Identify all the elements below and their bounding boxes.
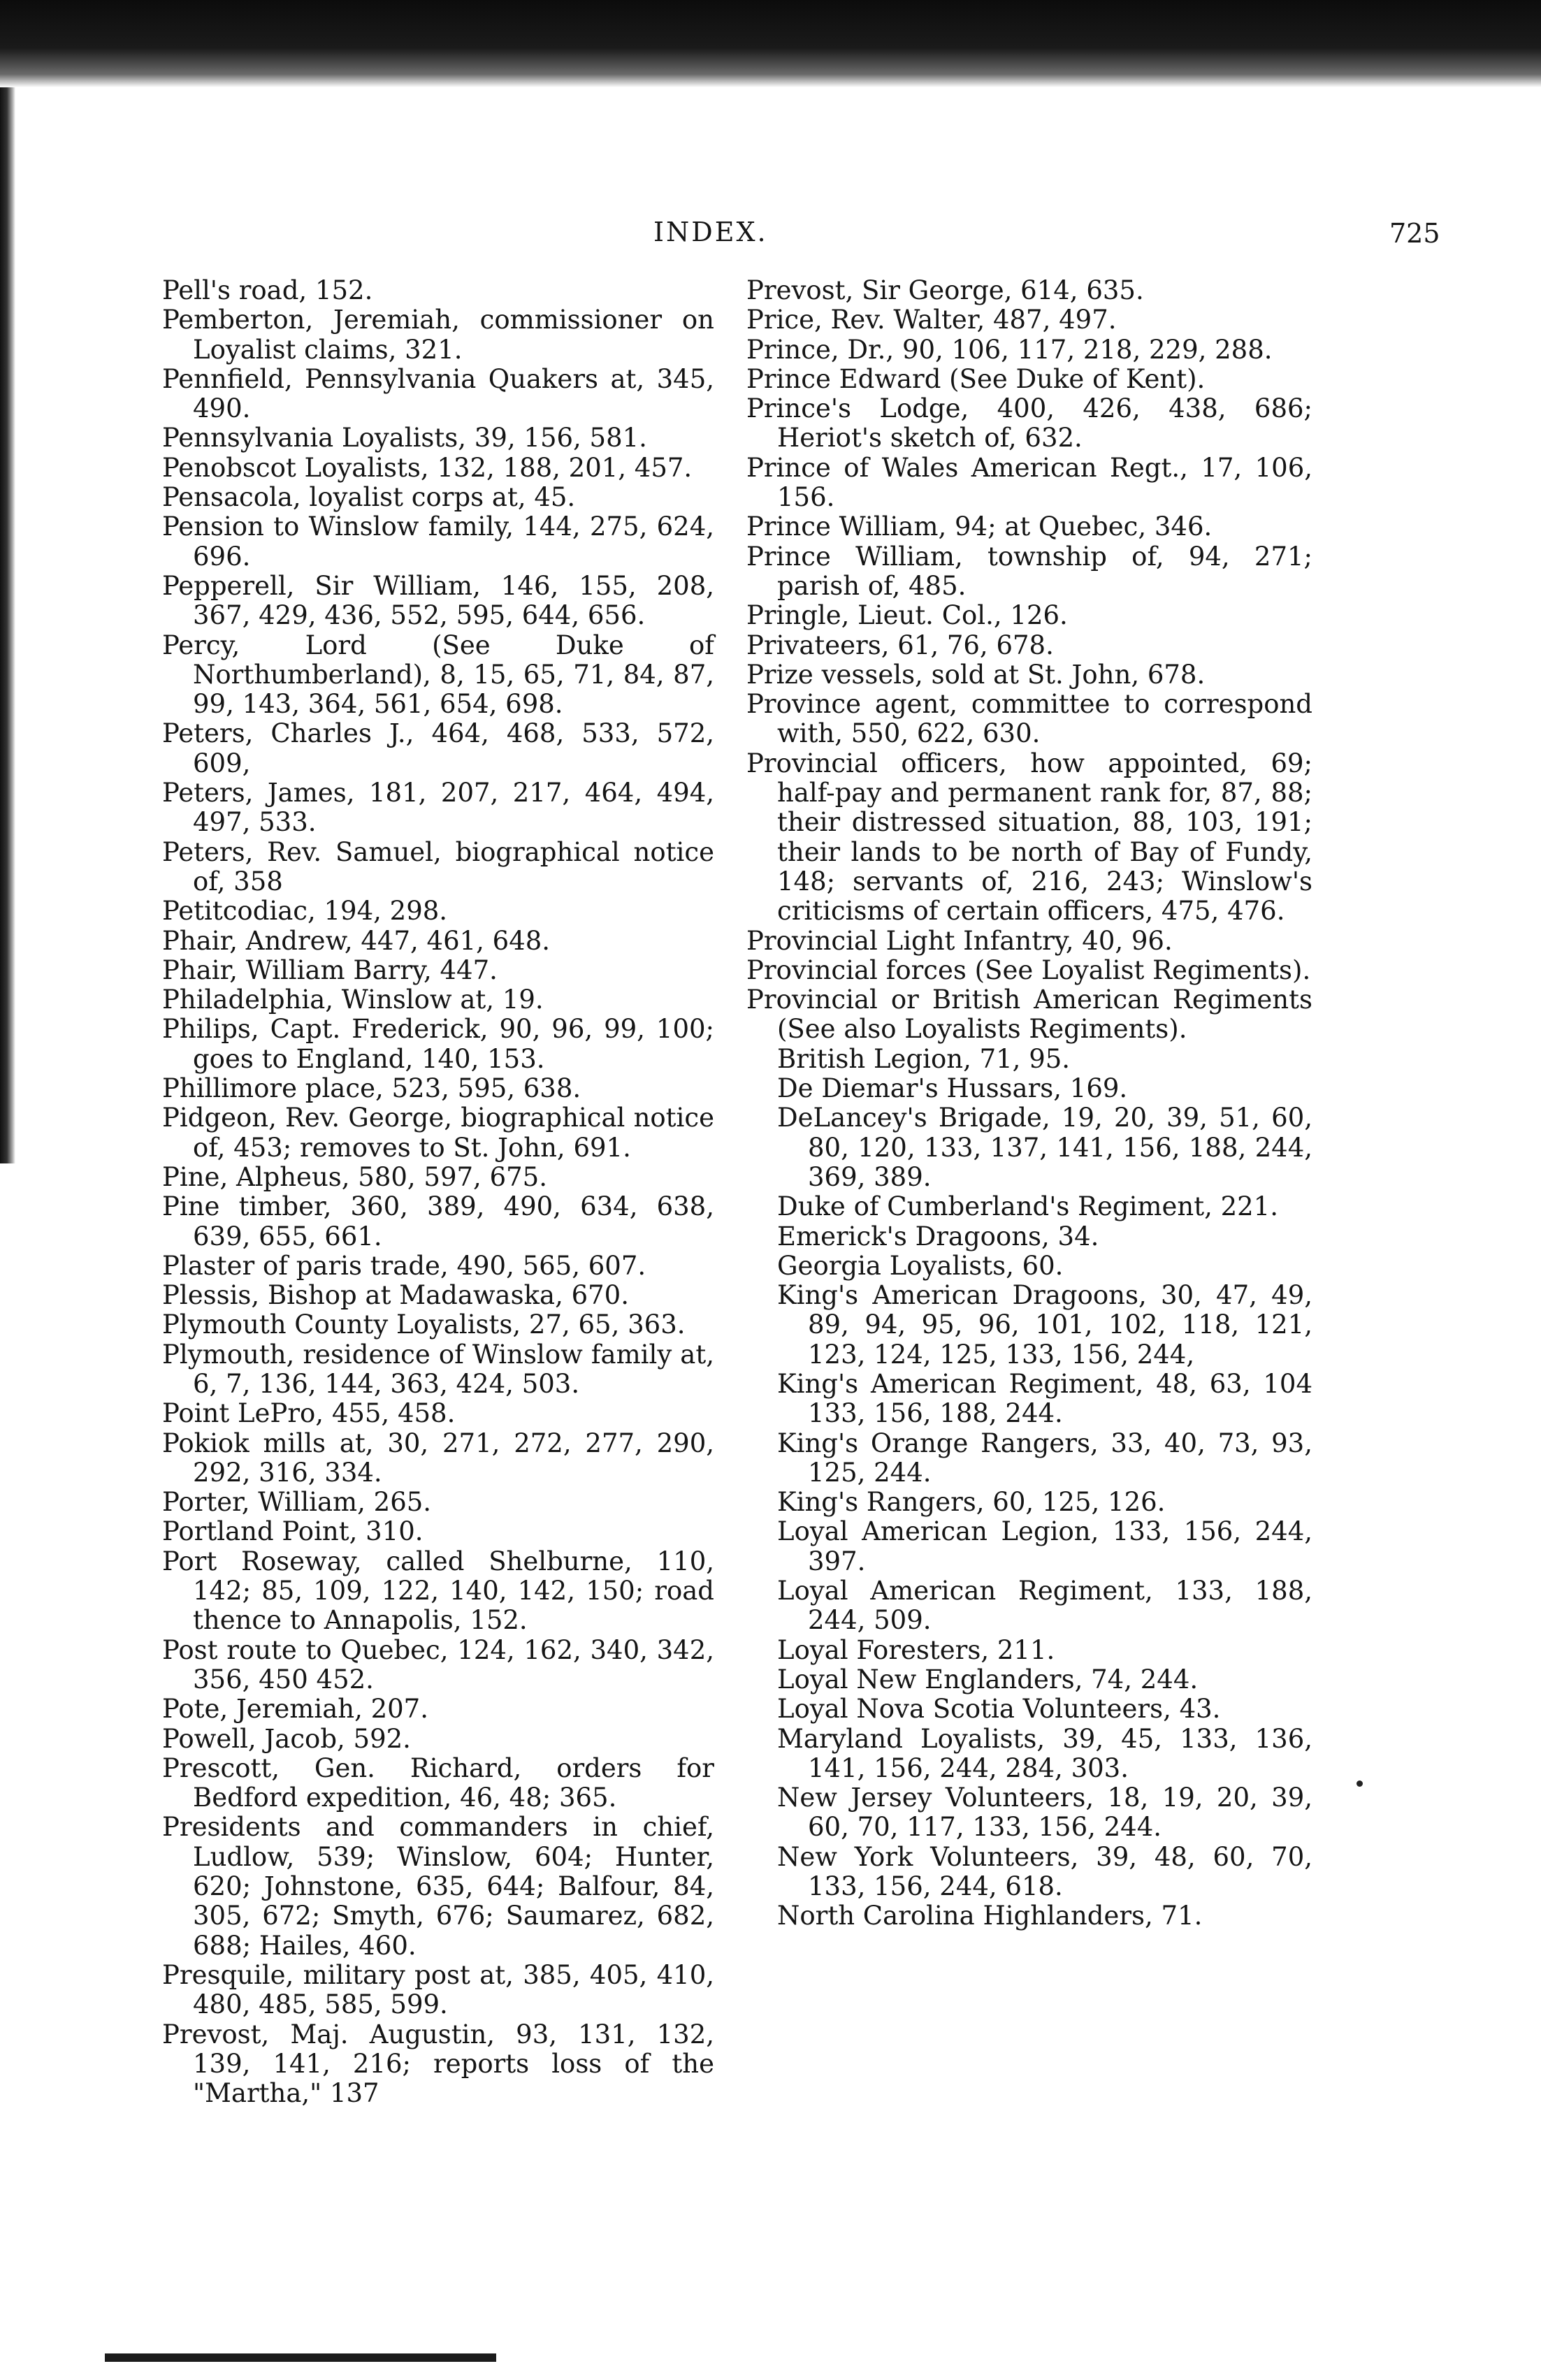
stray-ink-dot <box>1356 1780 1363 1787</box>
index-entry: Peters, Rev. Samuel, biographical notice of, 358 <box>162 836 714 897</box>
index-entry: Pote, Jeremiah, 207. <box>162 1694 428 1725</box>
index-entry: Phillimore place, 523, 595, 638. <box>162 1073 581 1104</box>
index-entry: Penobscot Loyalists, 132, 188, 201, 457. <box>162 452 693 483</box>
index-entry: Prince's Lodge, 400, 426, 438, 686; Heriot's sketch of, 632. <box>746 393 1312 453</box>
index-entry: Prescott, Gen. Richard, orders for Bedford expedition, 46, 48; 365. <box>162 1753 714 1813</box>
index-entry: Pokiok mills at, 30, 271, 272, 277, 290, 292, 316, 334. <box>162 1428 714 1488</box>
index-entry: Phair, William Barry, 447. <box>162 955 498 985</box>
index-entry: Price, Rev. Walter, 487, 497. <box>746 305 1117 335</box>
index-entry: Prize vessels, sold at St. John, 678. <box>746 659 1206 690</box>
index-entry: Pemberton, Jeremiah, commissioner on Loyalist claims, 321. <box>162 305 714 365</box>
index-entry: Porter, William, 265. <box>162 1487 432 1518</box>
scan-top-edge <box>0 0 1541 87</box>
index-entry: Peters, James, 181, 207, 217, 464, 494, 497, 533. <box>162 778 714 838</box>
index-entry: Pell's road, 152. <box>162 275 373 305</box>
index-subentry: King's American Dragoons, 30, 47, 49, 89, 94, 95, 96, 101, 102, 118, 121, 123, 124, 125, 133, 156, 244, <box>777 1280 1312 1370</box>
index-entry: Prevost, Sir George, 614, 635. <box>746 275 1144 305</box>
index-entry: Peters, Charles J., 464, 468, 533, 572, 609, <box>162 718 714 778</box>
index-entry: Privateers, 61, 76, 678. <box>746 630 1054 660</box>
index-entry: Philadelphia, Winslow at, 19. <box>162 985 544 1015</box>
index-subentry: North Carolina Highlanders, 71. <box>777 1901 1203 1931</box>
index-entry: Post route to Quebec, 124, 162, 340, 342, 356, 450 452. <box>162 1634 714 1695</box>
index-entry: Point LePro, 455, 458. <box>162 1398 456 1429</box>
index-subentry: Georgia Loyalists, 60. <box>777 1250 1064 1281</box>
index-entry: Provincial officers, how appointed, 69; half-pay and permanent rank for, 87, 88; their distressed situation, 88, 103, 191; their lands to be north of Bay of Fundy, 148; servants of, 216, 243; Winslow's criticisms of certain officers, 475, 476. <box>746 748 1312 927</box>
index-entry: Petitcodiac, 194, 298. <box>162 896 448 927</box>
index-entry: Plessis, Bishop at Madawaska, 670. <box>162 1280 629 1311</box>
index-column-left <box>162 276 714 2108</box>
index-subentry: Maryland Loyalists, 39, 45, 133, 136, 141, 156, 244, 284, 303. <box>777 1723 1312 1783</box>
index-entry: Pringle, Lieut. Col., 126. <box>746 600 1068 631</box>
index-entry: Phair, Andrew, 447, 461, 648. <box>162 925 551 956</box>
index-entry: Plymouth County Loyalists, 27, 65, 363. <box>162 1309 686 1340</box>
index-subentry: King's Rangers, 60, 125, 126. <box>777 1487 1166 1518</box>
index-subentry: De Diemar's Hussars, 169. <box>777 1073 1128 1104</box>
index-subentry: DeLancey's Brigade, 19, 20, 39, 51, 60, 80, 120, 133, 137, 141, 156, 188, 244, 369, 389. <box>777 1103 1312 1192</box>
index-entry: Percy, Lord (See Duke of Northumberland), 8, 15, 65, 71, 84, 87, 99, 143, 364, 561, 654, 698. <box>162 630 714 720</box>
scan-left-edge <box>0 87 15 1163</box>
index-entry: Portland Point, 310. <box>162 1516 424 1547</box>
index-entry: Presquile, military post at, 385, 405, 410, 480, 485, 585, 599. <box>162 1959 714 2020</box>
index-subentry: Loyal American Regiment, 133, 188, 244, 509. <box>777 1576 1312 1636</box>
index-entry: Province agent, committee to correspond with, 550, 622, 630. <box>746 689 1312 749</box>
index-entry: Prince William, township of, 94, 271; parish of, 485. <box>746 541 1312 601</box>
scan-bottom-bar <box>105 2353 496 2362</box>
index-entry: Powell, Jacob, 592. <box>162 1723 411 1754</box>
index-entry: Presidents and commanders in chief, Ludlow, 539; Winslow, 604; Hunter, 620; Johnstone, 635, 644; Balfour, 84, 305, 672; Smyth, 676; Saumarez, 682, 688; Hailes, 460. <box>162 1812 714 1961</box>
index-entry: Pine, Alpheus, 580, 597, 675. <box>162 1161 547 1192</box>
index-subentry: New Jersey Volunteers, 18, 19, 20, 39, 60, 70, 117, 133, 156, 244. <box>777 1783 1312 1843</box>
index-entry: Prince William, 94; at Quebec, 346. <box>746 511 1213 542</box>
index-entry: Pine timber, 360, 389, 490, 634, 638, 639, 655, 661. <box>162 1191 714 1251</box>
index-subentry: Loyal American Legion, 133, 156, 244, 397. <box>777 1516 1312 1576</box>
index-subentry: Loyal Foresters, 211. <box>777 1634 1055 1665</box>
index-entry: Prince of Wales American Regt., 17, 106, 156. <box>746 452 1312 513</box>
index-entry: Plymouth, residence of Winslow family at, 6, 7, 136, 144, 363, 424, 503. <box>162 1339 714 1399</box>
index-entry: Pension to Winslow family, 144, 275, 624, 696. <box>162 511 714 572</box>
page-title: INDEX. <box>653 217 768 247</box>
index-entry: Prince, Dr., 90, 106, 117, 218, 229, 288. <box>746 334 1273 365</box>
index-entry: Philips, Capt. Frederick, 90, 96, 99, 100; goes to England, 140, 153. <box>162 1014 714 1074</box>
index-entry: Prevost, Maj. Augustin, 93, 131, 132, 139, 141, 216; reports loss of the "Martha," 137 <box>162 2019 714 2109</box>
index-subentry: British Legion, 71, 95. <box>777 1043 1071 1074</box>
index-subentry: King's American Regiment, 48, 63, 104 133, 156, 188, 244. <box>777 1368 1312 1429</box>
index-entry: Pennsylvania Loyalists, 39, 156, 581. <box>162 423 647 453</box>
index-entry: Pepperell, Sir William, 146, 155, 208, 367, 429, 436, 552, 595, 644, 656. <box>162 570 714 631</box>
index-entry: Prince Edward (See Duke of Kent). <box>746 363 1206 394</box>
page-number: 725 <box>1389 218 1440 249</box>
index-subentry: Emerick's Dragoons, 34. <box>777 1221 1099 1251</box>
index-entry: Provincial Light Infantry, 40, 96. <box>746 925 1173 956</box>
index-entry: Pensacola, loyalist corps at, 45. <box>162 482 576 513</box>
index-subentry: King's Orange Rangers, 33, 40, 73, 93, 125, 244. <box>777 1428 1312 1488</box>
index-entry: Provincial forces (See Loyalist Regiments). <box>746 955 1311 985</box>
index-entry: Port Roseway, called Shelburne, 110, 142; 85, 109, 122, 140, 142, 150; road thence to Annapolis, 152. <box>162 1546 714 1636</box>
index-subentry: Duke of Cumberland's Regiment, 221. <box>777 1191 1278 1222</box>
index-entry: Pidgeon, Rev. George, biographical notice of, 453; removes to St. John, 691. <box>162 1103 714 1163</box>
index-subentry: Loyal Nova Scotia Volunteers, 43. <box>777 1694 1221 1725</box>
index-entry: Plaster of paris trade, 490, 565, 607. <box>162 1250 646 1281</box>
index-entry: Pennfield, Pennsylvania Quakers at, 345, 490. <box>162 363 714 424</box>
index-column-right <box>746 276 1312 1931</box>
index-subentry: New York Volunteers, 39, 48, 60, 70, 133, 156, 244, 618. <box>777 1841 1312 1902</box>
index-subentry: Loyal New Englanders, 74, 244. <box>777 1664 1199 1695</box>
index-entry: Provincial or British American Regiments (See also Loyalists Regiments). <box>746 985 1312 1045</box>
